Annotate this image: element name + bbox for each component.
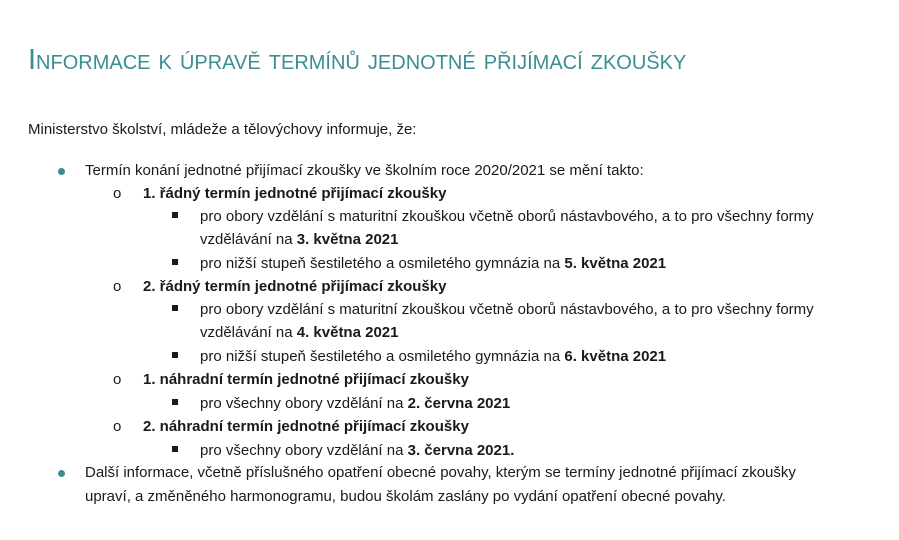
term2-heading: 2. řádný termín jednotné přijímací zkoušky (143, 278, 447, 295)
term1-a-line2: vzdělávání na 3. května 2021 (200, 231, 399, 248)
term2-b: pro nižší stupeň šestiletého a osmiletého gymnázia na 6. května 2021 (200, 348, 667, 365)
square-bullet-icon (172, 259, 178, 265)
term1-a-line1: pro obory vzdělání s maturitní zkouškou včetně oborů nástavbového, a to pro všechny formy (200, 208, 814, 225)
document-title: Informace k úpravě termínů jednotné přijímací zkoušky (28, 44, 687, 76)
item2-line2: upraví, a změněného harmonogramu, budou školám zaslány po vydání opatření obecné povahy. (85, 488, 726, 505)
term2-a-line1: pro obory vzdělání s maturitní zkouškou včetně oborů nástavbového, a to pro všechny formy (200, 301, 814, 318)
bullet-dot-icon (58, 168, 65, 175)
term4-heading: 2. náhradní termín jednotné přijímací zkoušky (143, 418, 469, 435)
square-bullet-icon (172, 446, 178, 452)
term1-heading: 1. řádný termín jednotné přijímací zkoušky (143, 185, 447, 202)
circle-bullet-icon: o (113, 185, 122, 202)
term4-a: pro všechny obory vzdělání na 3. června 2021. (200, 442, 515, 459)
circle-bullet-icon: o (113, 278, 122, 295)
term3-heading: 1. náhradní termín jednotné přijímací zkoušky (143, 371, 469, 388)
square-bullet-icon (172, 212, 178, 218)
square-bullet-icon (172, 352, 178, 358)
term3-a: pro všechny obory vzdělání na 2. června 2021 (200, 395, 511, 412)
term1-b: pro nižší stupeň šestiletého a osmiletého gymnázia na 5. května 2021 (200, 255, 667, 272)
square-bullet-icon (172, 399, 178, 405)
term2-a-line2: vzdělávání na 4. května 2021 (200, 324, 399, 341)
circle-bullet-icon: o (113, 418, 122, 435)
circle-bullet-icon: o (113, 371, 122, 388)
item1-text: Termín konání jednotné přijímací zkoušky ve školním roce 2020/2021 se mění takto: (85, 162, 644, 179)
item2-line1: Další informace, včetně příslušného opatření obecné povahy, kterým se termíny jednotné přijímací zkoušky (85, 464, 796, 481)
intro-text: Ministerstvo školství, mládeže a tělovýchovy informuje, že: (28, 121, 417, 138)
square-bullet-icon (172, 305, 178, 311)
bullet-dot-icon (58, 470, 65, 477)
